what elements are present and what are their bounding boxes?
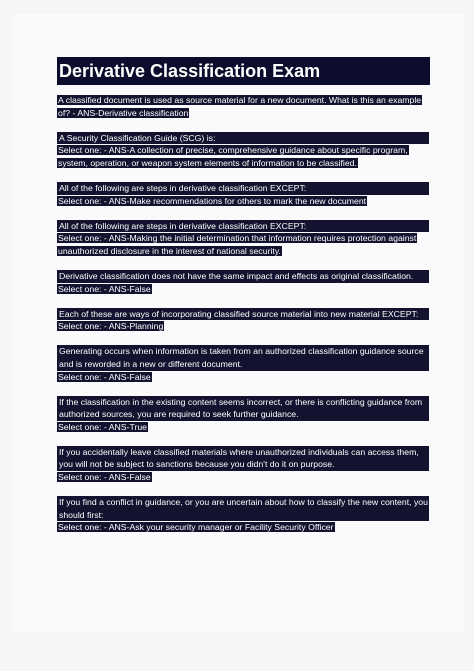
qa-list — [57, 94, 429, 546]
qa-item-10 — [57, 496, 429, 534]
question-text: If the classification in the existing content seems incorrect, or there is conflicting guidance from authorized sources, you are required to seek further guidance. — [59, 396, 423, 420]
question-text: If you find a conflict in guidance, or you are uncertain about how to classify the new content, you should first: — [59, 497, 428, 520]
answer-text: Select one: - ANS-Make recommendations for others to mark the new document — [58, 195, 367, 206]
question-text: If you accidentally leave classified materials where unauthorized individuals can access them, you will not be subject to sanctions because you didn't do it on purpose. — [59, 446, 419, 470]
answer-text: Select one: - ANS-False — [58, 371, 151, 382]
qa-item-8 — [57, 396, 429, 434]
question-text: All of the following are steps in derivative classification EXCEPT: — [59, 182, 307, 193]
qa-item-3 — [57, 182, 429, 207]
answer-text: Select one: - ANS-Ask your security manager or Facility Security Officer — [58, 522, 334, 533]
answer-text: Select one: - ANS-False — [58, 472, 151, 483]
qa-item-2 — [57, 132, 429, 170]
qa-item-9 — [57, 446, 429, 484]
answer-text: Select one: - ANS-True — [58, 421, 148, 432]
answer-text: Select one: - ANS-Planning — [58, 321, 164, 332]
answer-text: Select one: - ANS-A collection of precise, comprehensive guidance about specific program, system, operation, or weapon system elements of information to be classified. — [58, 145, 408, 168]
question-text: Each of these are ways of incorporating classified source material into new material EXCEPT: — [59, 308, 419, 319]
document-title: Derivative Classification Exam — [57, 57, 430, 85]
qa-item-5 — [57, 270, 429, 295]
qa-item-1 — [57, 94, 429, 119]
question-text: Derivative classification does not have the same impact and effects as original classification. — [59, 270, 414, 281]
qa-item-4 — [57, 220, 429, 258]
qa-item-6 — [57, 308, 429, 333]
question-text: Generating occurs when information is taken from an authorized classification guidance source and is reworded in a new or different document. — [59, 346, 424, 369]
question-text: A classified document is used as source material for a new document. What is this an example of? - ANS-Derivative classification — [58, 95, 422, 118]
answer-text: Select one: - ANS-False — [58, 283, 151, 294]
question-text: All of the following are steps in derivative classification EXCEPT: — [59, 220, 307, 231]
answer-text: Select one: - ANS-Making the initial determination that information requires protection against unauthorized disclosure in the interest of national security. — [58, 233, 417, 256]
question-text: A Security Classification Guide (SCG) is: — [59, 132, 216, 143]
qa-item-7 — [57, 345, 429, 383]
